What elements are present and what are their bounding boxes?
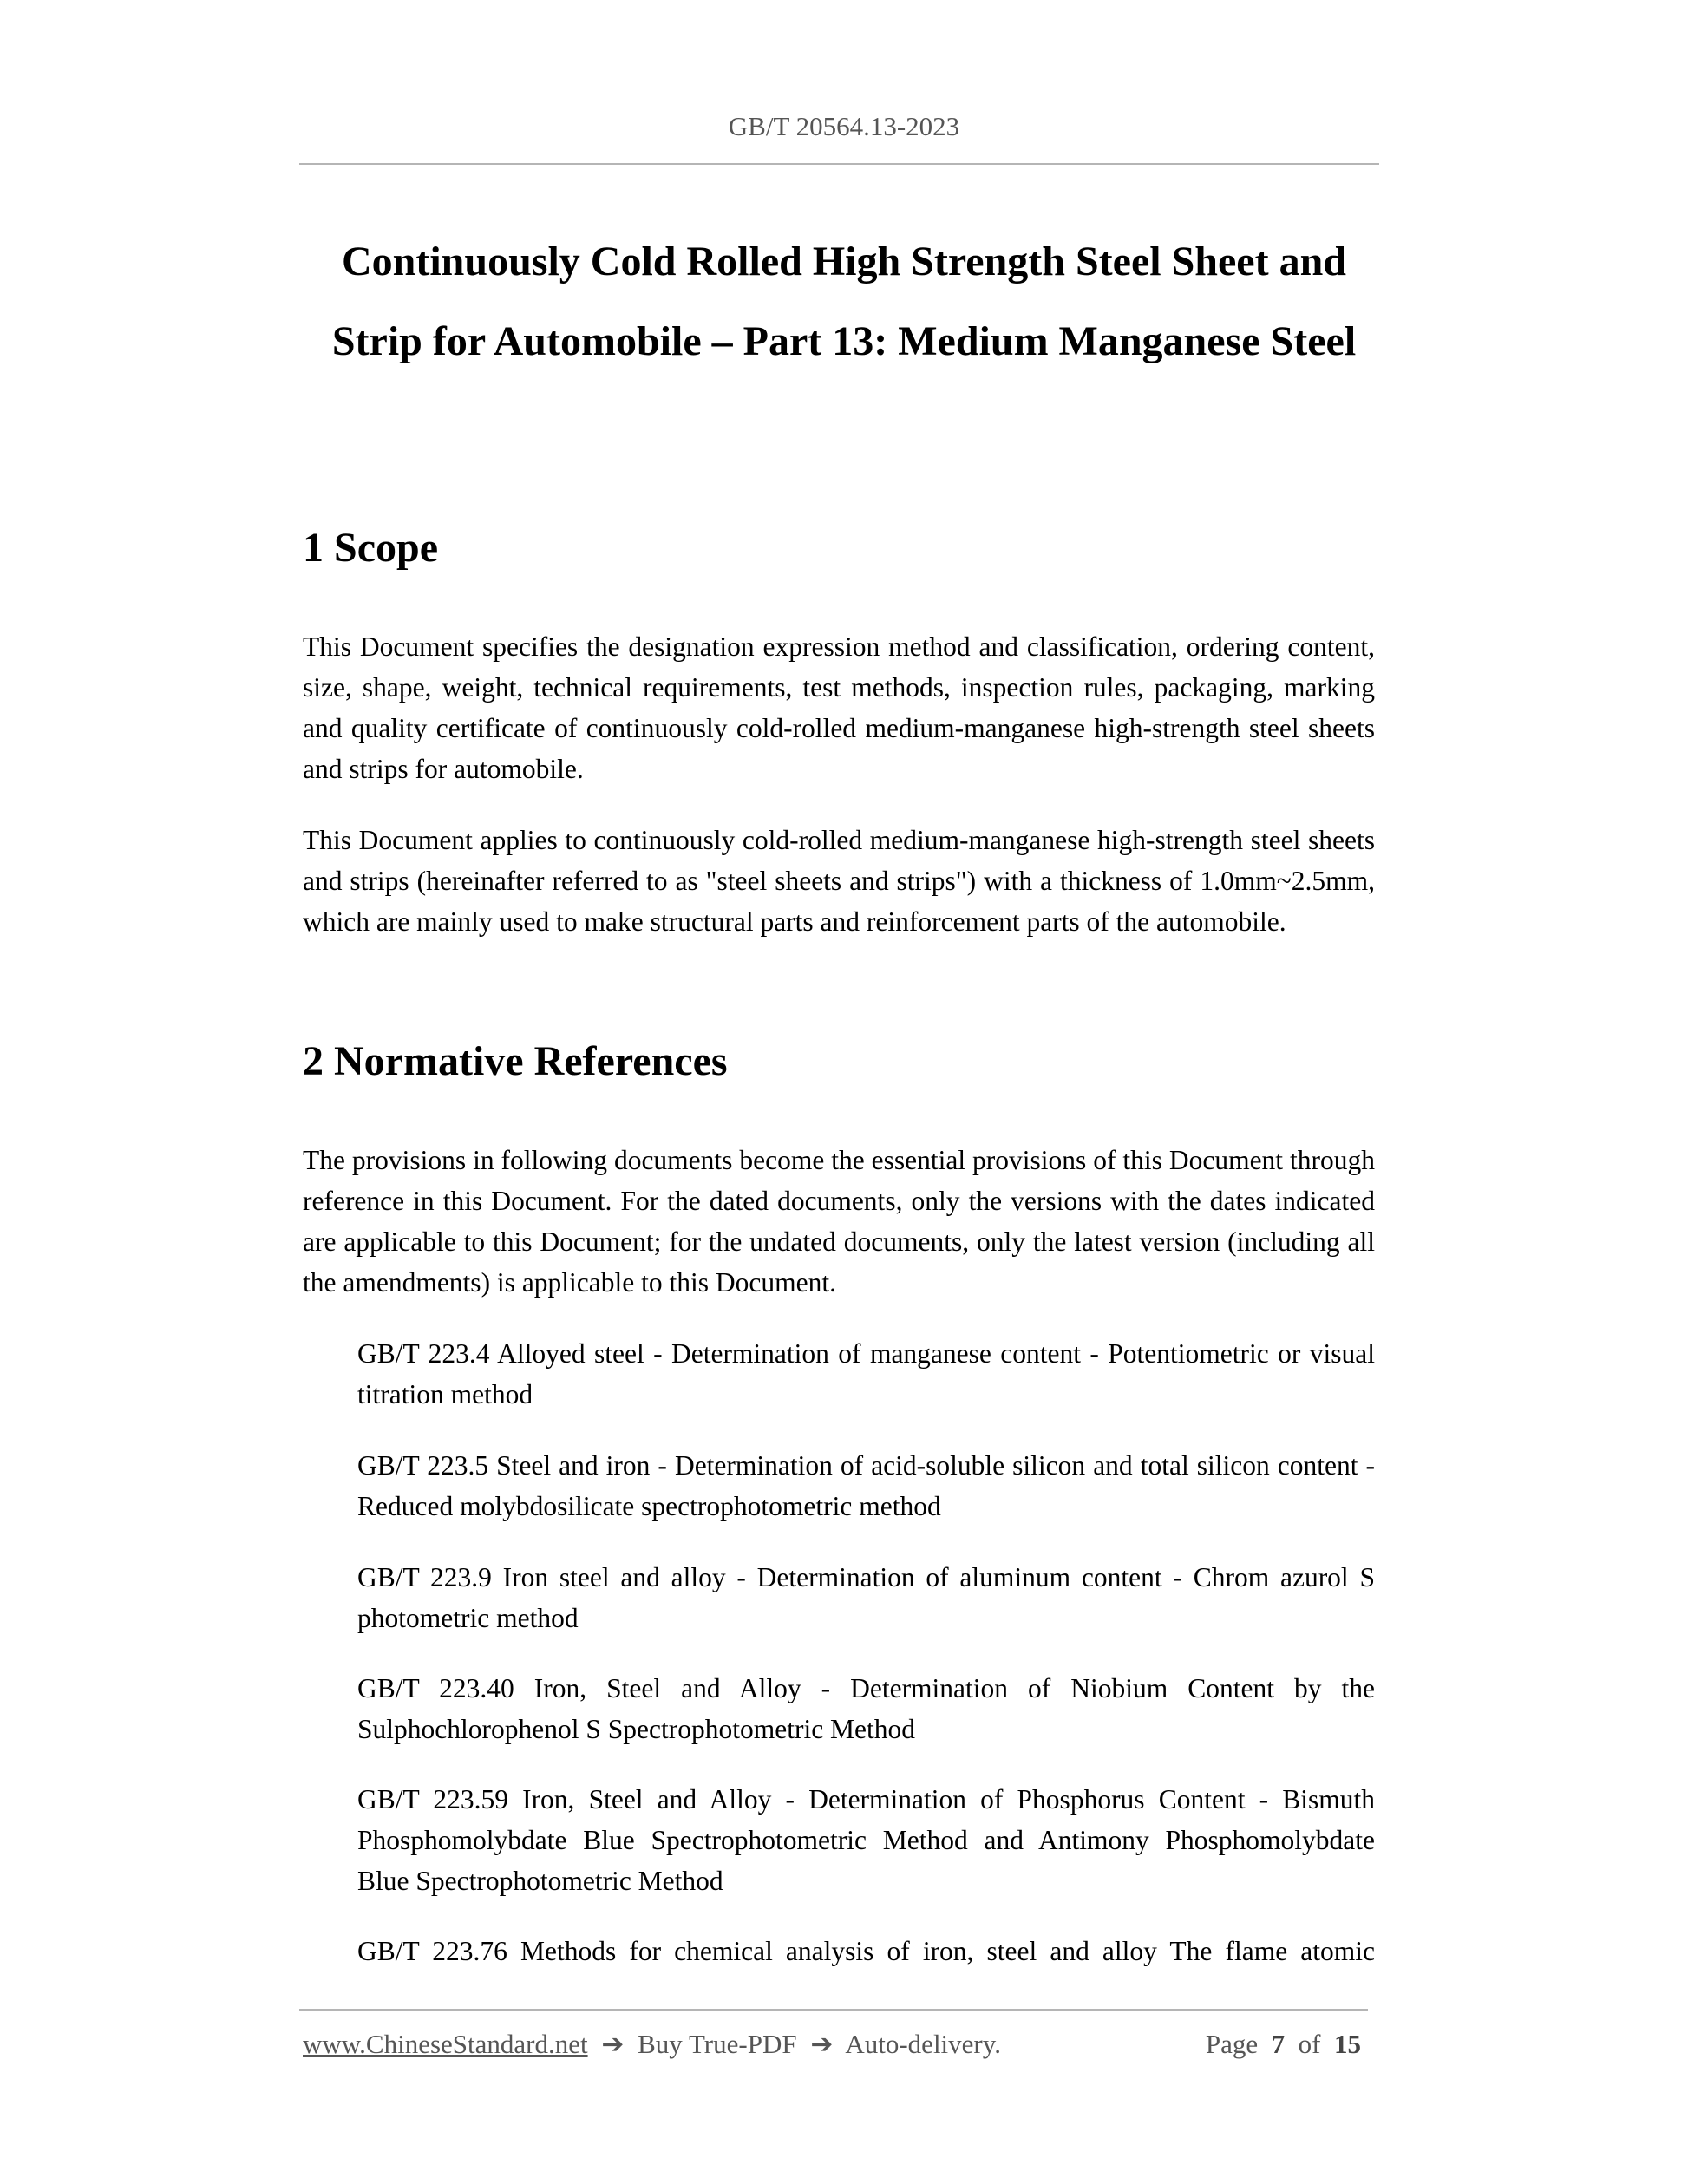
arrow-right-icon: ➔ [810, 2029, 834, 2059]
document-header [0, 111, 1688, 142]
page-of-label: of [1298, 2029, 1321, 2059]
reference-item: GB/T 223.76 Methods for chemical analysis of iron, steel and alloy The flame atomic [357, 1936, 1375, 1966]
page-total: 15 [1334, 2029, 1361, 2059]
footer-promo [303, 2029, 1001, 2060]
page-current: 7 [1271, 2029, 1286, 2059]
page-label: Page [1205, 2029, 1259, 2059]
scope-paragraph-2: This Document applies to continuously cold-rolled medium-manganese high-strength steel sheets and strips (hereinafter referred to as "steel sheets and strips") with a thickness of 1.0mm~2.5mm, which are mainly used to make structural parts and reinforcement parts of the automobile. [303, 825, 1375, 937]
document-title [260, 222, 1428, 382]
arrow-right-icon: ➔ [601, 2029, 625, 2059]
footer-divider [299, 2009, 1368, 2011]
buy-true-pdf-text: Buy True-PDF [638, 2029, 797, 2059]
header-divider [299, 163, 1379, 165]
page-footer [303, 2029, 1368, 2067]
references-intro-paragraph: The provisions in following documents become the essential provisions of this Document through reference in this Document. For the dated documents, only the versions with the dates indicated are applicable to this Document; for the undated documents, only the latest version (including all the amendments) is applicable to this Document. [303, 1145, 1375, 1298]
title-line-2: Strip for Automobile – Part 13: Medium Manganese Steel [331, 318, 1357, 364]
section-heading-scope: 1 Scope [303, 525, 438, 571]
reference-item: GB/T 223.59 Iron, Steel and Alloy - Determination of Phosphorus Content - Bismuth Phosphomolybdate Blue Spectrophotometric Method and Antimony Phosphomolybdate Blue Spectrophotometric Method [357, 1784, 1375, 1896]
auto-delivery-text: Auto-delivery. [845, 2029, 1001, 2059]
reference-item: GB/T 223.9 Iron steel and alloy - Determination of aluminum content - Chrom azurol S photometric method [357, 1562, 1375, 1633]
chinesestandard-link[interactable]: www.ChineseStandard.net [303, 2029, 588, 2059]
reference-item: GB/T 223.4 Alloyed steel - Determination of manganese content - Potentiometric or visual titration method [357, 1338, 1375, 1409]
page-number [1206, 2029, 1361, 2060]
reference-item: GB/T 223.40 Iron, Steel and Alloy - Determination of Niobium Content by the Sulphochlorophenol S Spectrophotometric Method [357, 1673, 1375, 1744]
section-heading-normative-references: 2 Normative References [303, 1038, 728, 1084]
scope-paragraph-1: This Document specifies the designation expression method and classification, ordering content, size, shape, weight, technical requirements, test methods, inspection rules, packaging, marking and quality certificate of continuously cold-rolled medium-manganese high-strength steel sheets and strips for automobile. [303, 631, 1375, 784]
title-line-1: Continuously Cold Rolled High Strength Steel Sheet and [342, 239, 1346, 284]
standard-code: GB/T 20564.13-2023 [728, 111, 960, 141]
reference-item: GB/T 223.5 Steel and iron - Determination of acid-soluble silicon and total silicon content - Reduced molybdosilicate spectrophotometric method [357, 1450, 1375, 1521]
